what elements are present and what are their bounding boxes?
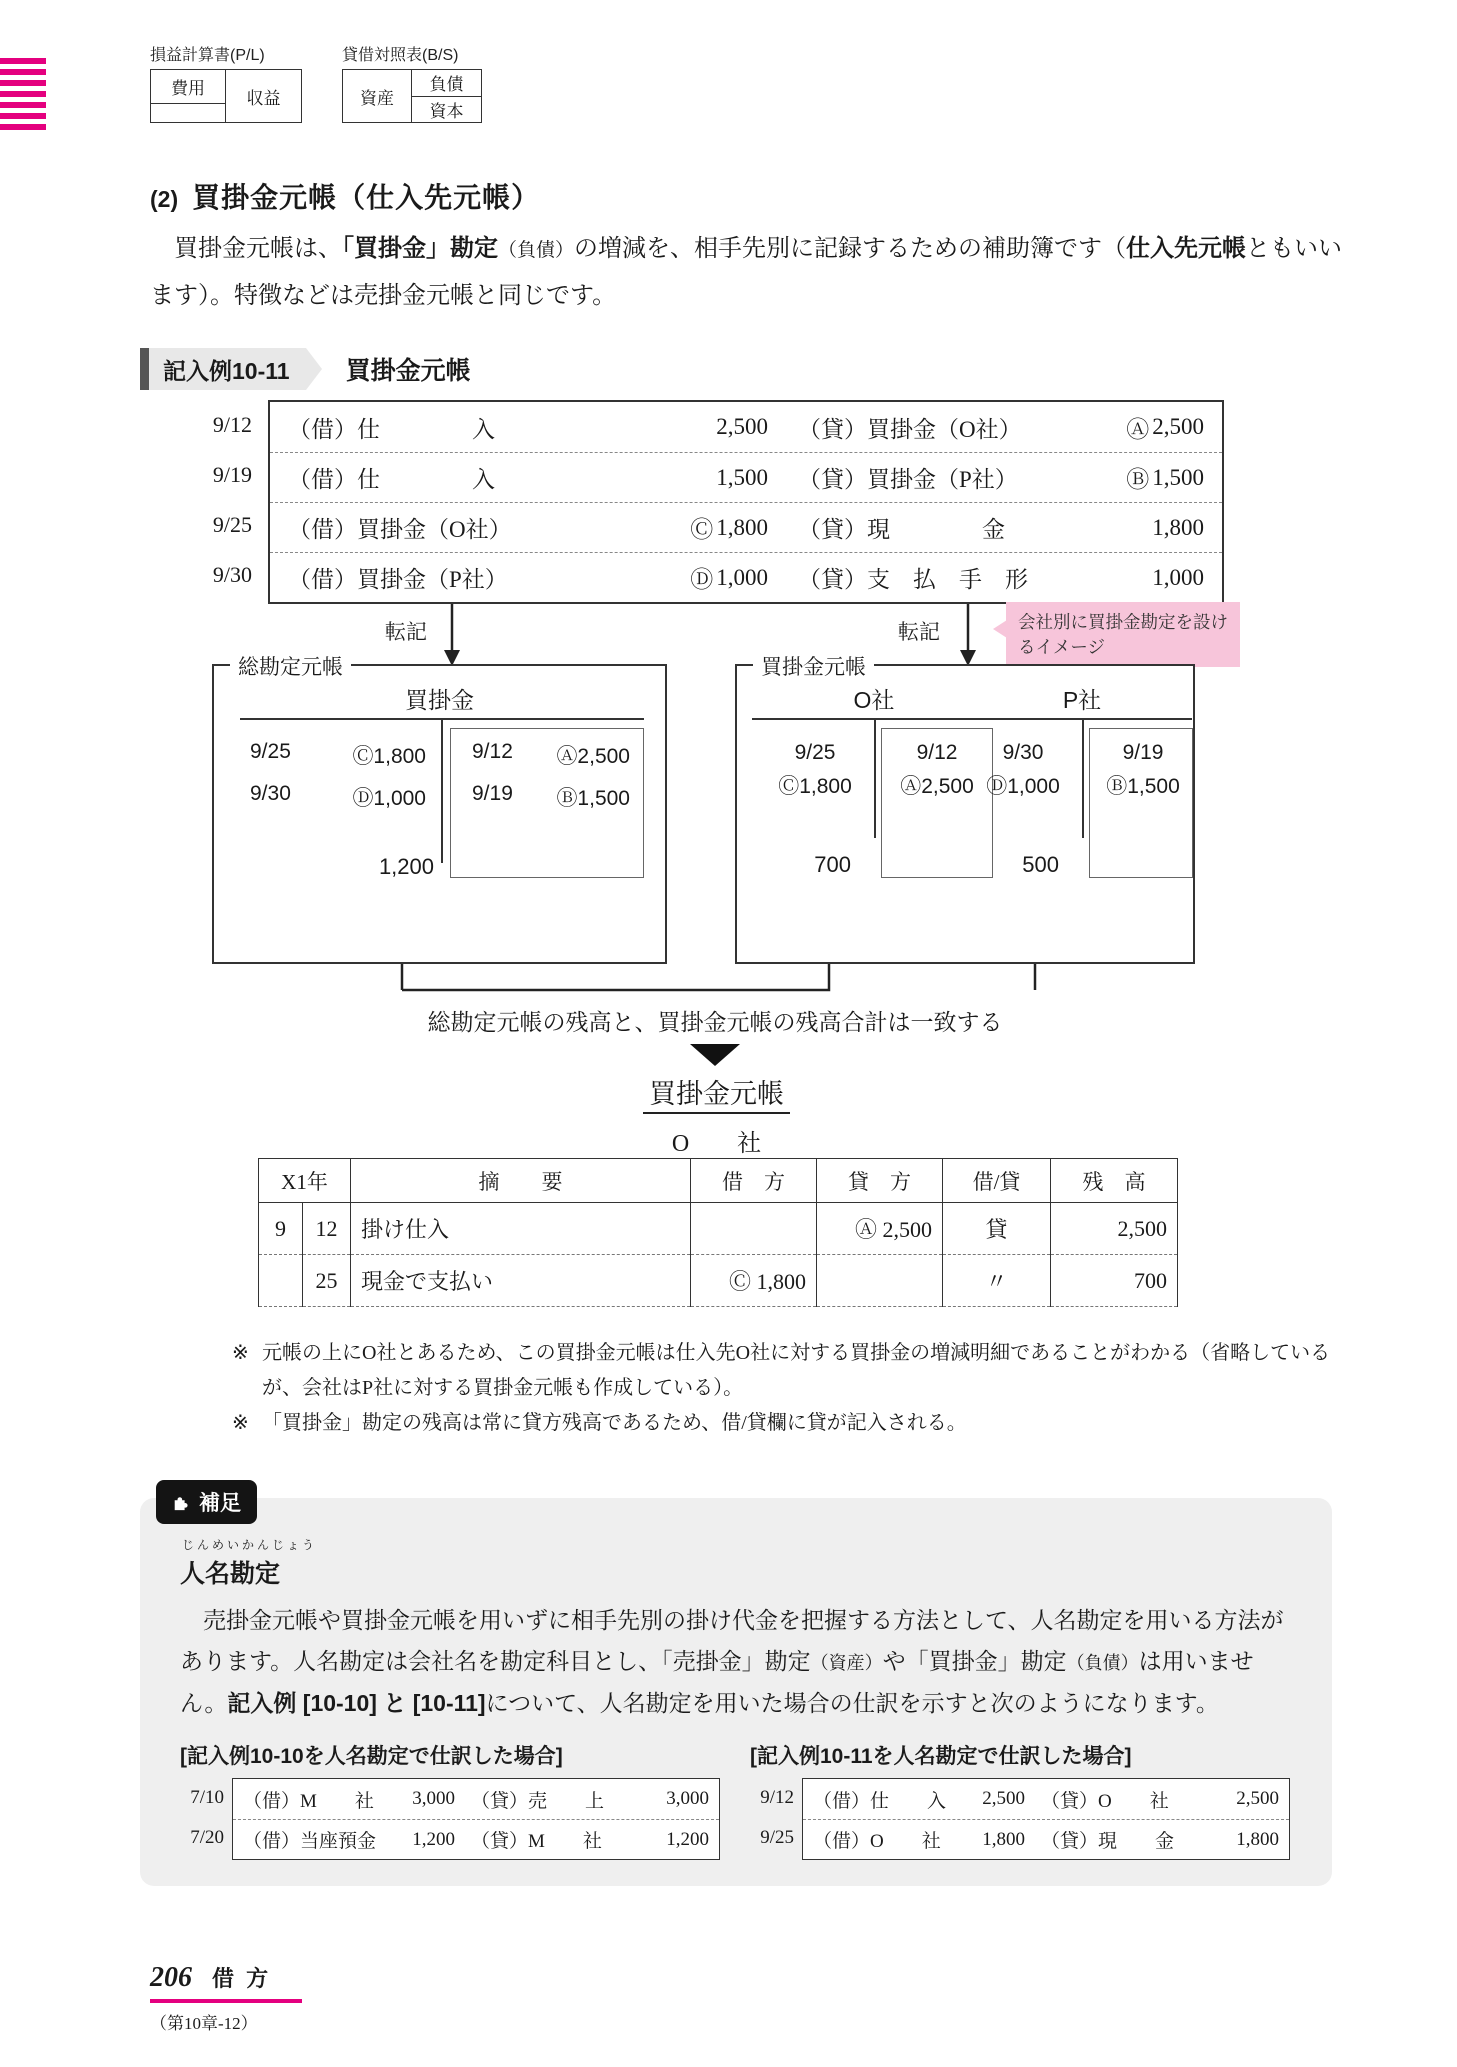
supplement-text: や「買掛金」勘定 [882, 1649, 1067, 1675]
supplement-small-term: （資産） [810, 1653, 883, 1674]
ledger-sheet-heading [258, 1072, 1175, 1158]
journal-credit-amount: 1,500 [1152, 464, 1204, 490]
chapter-reference: （第10章-12） [150, 2014, 258, 2033]
tab-stripe [0, 80, 46, 86]
journal-credit: （貸）買掛金（P社） [798, 467, 1018, 492]
pl-diagram [150, 42, 302, 123]
supplement-tag [156, 1480, 257, 1524]
ledger-month: 9 [259, 1203, 303, 1255]
ledger-day: 25 [303, 1255, 351, 1307]
journal-dates [176, 400, 252, 600]
callout-tail [993, 620, 1007, 638]
journal-row [270, 452, 1222, 502]
journal-debit-amount: 1,500 [716, 464, 768, 490]
footer-flip-word: 借 方 [212, 1966, 272, 1991]
journal-credit-amount: 2,500 [1152, 414, 1204, 439]
supplement-heading: 人名勘定 [180, 1560, 281, 1588]
ledger-header-balance: 残 高 [1051, 1159, 1178, 1203]
entry-date: 9/12 [472, 740, 513, 763]
entry-date: 9/30 [250, 782, 291, 805]
tab-stripe [0, 113, 46, 119]
puzzle-icon [172, 1493, 190, 1511]
ledger-row [259, 1255, 1178, 1307]
ledger-header-year: X1年 [259, 1159, 351, 1203]
example-label-arrow [306, 348, 322, 390]
intro-text: ともいいます）。特徴などは売掛金元帳と同じです。 [150, 236, 1343, 309]
bs-diagram [342, 42, 482, 123]
page-footer [150, 1962, 302, 2034]
general-ledger-box [212, 656, 667, 964]
entry-date: 9/19 [1122, 741, 1164, 764]
entry-date: 9/30 [1002, 741, 1044, 764]
journal-row [803, 1819, 1289, 1859]
entry-amount: Ⓑ1,500 [1106, 774, 1180, 798]
journal-debit-amount: 2,500 [982, 1788, 1025, 1810]
pl-title: 損益計算書(P/L) [150, 47, 265, 64]
supplement-text: について、人名勘定を用いた場合の仕訳を示すと次のようになります。 [485, 1690, 1219, 1716]
entry-date: 9/25 [250, 740, 291, 763]
journal-credit-amount: 1,800 [1236, 1828, 1279, 1850]
callout-text: 会社別に買掛金勘定を設けるイメージ [1018, 612, 1228, 657]
ledger-desc: 現金で支払い [351, 1255, 691, 1307]
down-triangle-icon [690, 1044, 740, 1066]
company-account-title: O社 [853, 687, 895, 713]
callout-note [1006, 602, 1240, 667]
intro-bold-term: 「買掛金」勘定 [342, 235, 498, 262]
intro-bold-term: 仕入先元帳 [1126, 235, 1247, 262]
page-number: 206 [150, 1962, 192, 1993]
intro-small-term: （負債） [498, 240, 575, 261]
journal-date: 9/30 [212, 562, 252, 587]
ledger-debit [691, 1203, 817, 1255]
journal-debit: （借）O 社 [813, 1831, 941, 1853]
journal-debit-amount: 1,800 [982, 1828, 1025, 1850]
journal-debit-amount: 1,000 [716, 564, 768, 590]
mini-journal-dates [750, 1778, 802, 1860]
journal-debit: （借）当座預金 [243, 1831, 377, 1853]
journal-credit: （貸）現 金 [798, 517, 1005, 542]
journal-row [270, 402, 1222, 452]
footnotes [232, 1336, 1344, 1441]
pl-expense-cell: 費用 [151, 70, 226, 122]
t-account-row [250, 782, 642, 812]
t-account-hline [987, 718, 1192, 720]
t-account-debit-cell [763, 736, 867, 803]
journal-credit: （貸）O 社 [1041, 1790, 1169, 1812]
journal-date: 9/12 [760, 1787, 794, 1809]
supplement-small-term: （負債） [1066, 1653, 1139, 1674]
supplement-text: 売掛金元帳や買掛金元帳を用いずに相手先別の掛け代金を把握する方法として、人名勘定を用いる方法があります。人名勘定は会社名を勘定科目とし、「売掛金」勘定 [180, 1608, 1284, 1675]
journal-debit-amount: 1,800 [716, 514, 768, 540]
account-balance: 1,200 [378, 854, 434, 879]
journal-credit: （貸）買掛金（O社） [798, 416, 1022, 442]
ledger-day: 12 [303, 1203, 351, 1255]
supplier-ledger-table [258, 1158, 1178, 1307]
ledger-header-desc: 摘 要 [351, 1159, 691, 1203]
section-title: 買掛金元帳（仕入先元帳） [192, 182, 541, 213]
bs-liabilities-cell: 負債 [412, 70, 481, 97]
journal-debit-amount: 3,000 [412, 1788, 455, 1810]
mini-journal-table [802, 1778, 1290, 1860]
journal-credit-amount: 1,000 [1152, 564, 1204, 590]
ledger-dc: 貸 [943, 1203, 1051, 1255]
footnote-text: 元帳の上にO社とあるため、この買掛金元帳は仕入先O社に対する買掛金の増減明細であることがわかる（省略しているが、会社はP社に対する買掛金元帳も作成している）。 [262, 1342, 1331, 1399]
journal-debit: （借）仕 入 [813, 1790, 947, 1812]
t-account-title: 買掛金 [405, 687, 474, 713]
entry-date: 9/19 [472, 782, 513, 805]
posting-ref: Ⓑ [1126, 467, 1150, 492]
t-account-vline [1082, 718, 1084, 838]
journal-row [270, 552, 1222, 602]
journal-date: 9/25 [760, 1827, 794, 1849]
personal-account-example-10-10 [180, 1740, 720, 1860]
journal-credit: （貸）売 上 [471, 1790, 605, 1812]
section-number: (2) [150, 186, 179, 212]
footnote-text: 「買掛金」勘定の残高は常に貸方残高であるため、借/貸欄に貸が記入される。 [262, 1412, 967, 1434]
entry-amount: Ⓒ1,800 [352, 745, 426, 768]
supplement-text: は用いません。 [180, 1649, 1254, 1716]
example-case-title: [記入例10-11を人名勘定で仕訳した場合] [750, 1745, 1132, 1769]
example-title: 買掛金元帳 [345, 357, 471, 385]
ledger-balance: 2,500 [1051, 1203, 1178, 1255]
ledger-header-debit: 借 方 [691, 1159, 817, 1203]
ledger-month [259, 1255, 303, 1307]
mini-journal-dates [180, 1778, 232, 1860]
ledger-balance: 700 [1051, 1255, 1178, 1307]
entry-amount: Ⓒ1,800 [778, 774, 852, 798]
posting-ref: Ⓓ [690, 567, 714, 592]
ledger-header-dc: 借/貸 [943, 1159, 1051, 1203]
account-balance: 700 [814, 852, 851, 877]
journal-credit-amount: 2,500 [1236, 1788, 1279, 1810]
bs-title: 貸借対照表(B/S) [342, 47, 459, 64]
account-balance: 500 [1022, 852, 1059, 877]
ledger-credit: Ⓐ 2,500 [817, 1203, 943, 1255]
posting-label-left: 転記 [385, 621, 427, 644]
entry-date: 9/25 [794, 741, 836, 764]
posting-ref: Ⓐ [1126, 416, 1150, 442]
journal-row [270, 502, 1222, 552]
ledger-header-row [259, 1159, 1178, 1203]
journal-date: 7/20 [190, 1827, 224, 1849]
journal-date: 9/12 [212, 412, 252, 437]
example-label-bar [140, 348, 149, 390]
tab-stripe [0, 58, 46, 64]
journal-debit: （借）仕 入 [288, 467, 495, 492]
furigana: じんめいかんじょう [182, 1538, 318, 1552]
tab-stripe [0, 124, 46, 130]
ledger-credit [817, 1255, 943, 1307]
entry-amount: Ⓐ2,500 [900, 774, 974, 798]
ledger-desc: 掛け仕入 [351, 1203, 691, 1255]
posting-label-right: 転記 [898, 621, 940, 644]
ledger-sheet-title: 買掛金元帳 [643, 1079, 790, 1114]
supplement-box [140, 1492, 1332, 1886]
pl-revenue-cell: 収益 [246, 88, 281, 108]
intro-text: の増減を、相手先別に記録するための補助簿です（ [574, 236, 1127, 262]
journal-debit: （借）仕 入 [288, 416, 495, 442]
chapter-tab-marker [0, 58, 46, 135]
ledger-debit: Ⓒ 1,800 [691, 1255, 817, 1307]
journal-entry-table [268, 400, 1224, 604]
journal-row [233, 1819, 719, 1859]
personal-account-example-10-11 [750, 1740, 1290, 1860]
section-heading [150, 176, 540, 216]
t-account-vline [874, 718, 876, 838]
supplement-tag-label: 補足 [199, 1492, 241, 1515]
footnote-mark: ※ [232, 1412, 249, 1434]
posting-ref: Ⓒ [690, 517, 714, 542]
t-account-hline [752, 718, 992, 720]
journal-credit-amount: 3,000 [666, 1788, 709, 1810]
journal-debit-amount: 1,200 [412, 1828, 455, 1850]
tab-stripe [0, 91, 46, 97]
entry-amount: Ⓓ1,000 [352, 787, 426, 810]
journal-date: 9/19 [212, 462, 252, 487]
journal-row [803, 1779, 1289, 1819]
footer-accent-rule [150, 1999, 302, 2003]
ledger-header-credit: 貸 方 [817, 1159, 943, 1203]
t-account-row [250, 740, 642, 770]
entry-amount: Ⓐ2,500 [556, 745, 630, 768]
entry-amount: Ⓑ1,500 [556, 787, 630, 810]
journal-debit: （借）買掛金（P社） [288, 567, 508, 592]
tab-stripe [0, 102, 46, 108]
supplement-paragraph [180, 1600, 1292, 1724]
footnote [232, 1406, 1344, 1441]
bs-assets-cell: 資産 [343, 70, 412, 122]
entry-date: 9/12 [916, 741, 958, 764]
journal-debit: （借）M 社 [243, 1790, 374, 1812]
footnote [232, 1336, 1344, 1406]
mini-journal-table [232, 1778, 720, 1860]
journal-date: 9/25 [212, 512, 252, 537]
ledger-dc: 〃 [943, 1255, 1051, 1307]
example-case-title: [記入例10-10を人名勘定で仕訳した場合] [180, 1745, 563, 1769]
example-label-tag: 記入例10-11 [149, 348, 306, 390]
journal-credit-amount: 1,200 [666, 1828, 709, 1850]
journal-debit-amount: 2,500 [716, 414, 768, 439]
footnote-mark: ※ [232, 1342, 249, 1364]
ledger-row [259, 1203, 1178, 1255]
subsidiary-ledger-label: 買掛金元帳 [753, 651, 874, 681]
journal-credit: （貸）M 社 [471, 1831, 602, 1853]
journal-credit: （貸）現 金 [1041, 1831, 1175, 1853]
tab-stripe [0, 69, 46, 75]
subsidiary-ledger-box [735, 656, 1195, 964]
t-account-credit-cell [1091, 736, 1195, 803]
example-label [140, 348, 471, 390]
journal-credit: （貸）支 払 手 形 [798, 567, 1028, 592]
intro-paragraph [150, 226, 1342, 320]
supplement-bold-term: 記入例 [10-10] と [10-11] [227, 1689, 486, 1716]
entry-amount: Ⓓ1,000 [986, 774, 1060, 798]
journal-date: 7/10 [190, 1787, 224, 1809]
general-ledger-label: 総勘定元帳 [230, 651, 351, 681]
intro-text: 買掛金元帳は、 [150, 236, 342, 262]
journal-row [233, 1779, 719, 1819]
financial-statement-header [150, 42, 482, 123]
balance-match-note: 総勘定元帳の残高と、買掛金元帳の残高合計は一致する [427, 1009, 1003, 1035]
company-account-title: P社 [1062, 687, 1102, 713]
journal-credit-amount: 1,800 [1152, 514, 1204, 540]
ledger-sheet-company: O 社 [662, 1131, 771, 1161]
bs-equity-cell: 資本 [429, 101, 464, 121]
journal-debit: （借）買掛金（O社） [288, 517, 512, 542]
t-account-debit-cell [971, 736, 1075, 803]
